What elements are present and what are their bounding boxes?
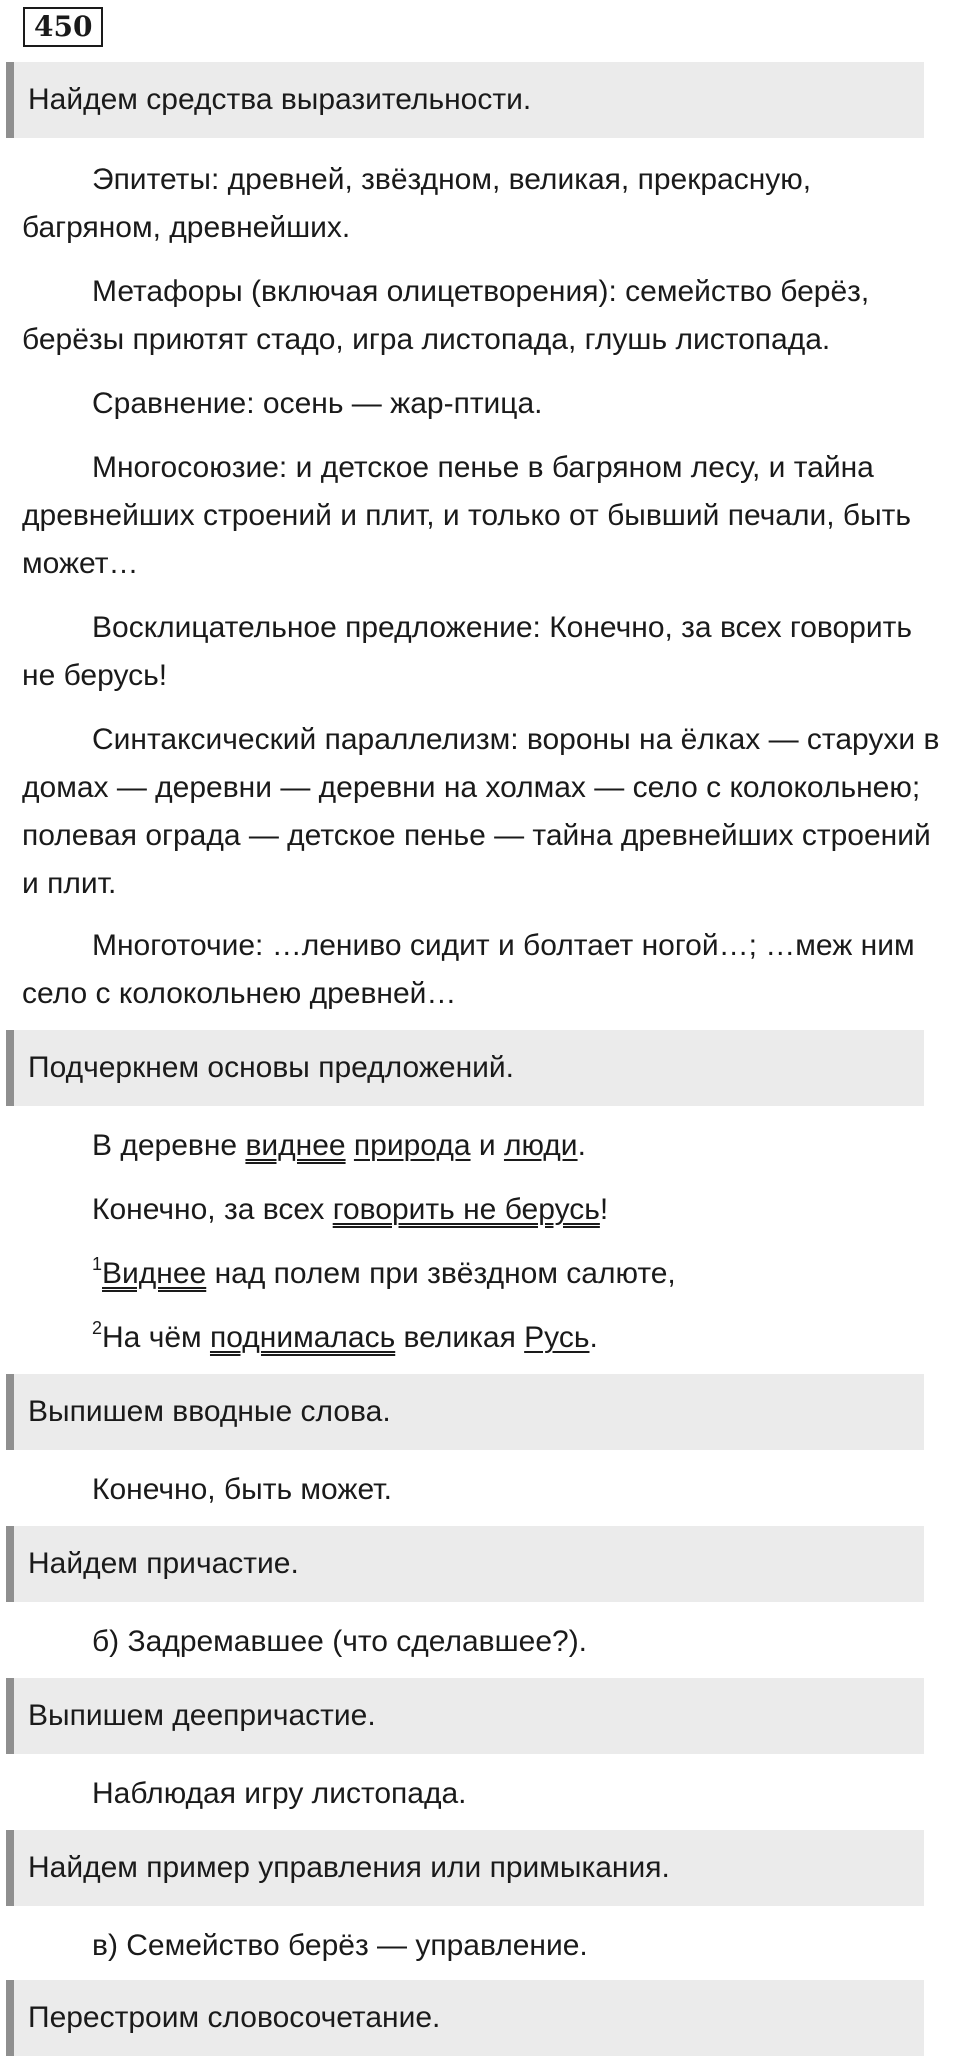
text-fragment: . xyxy=(577,1129,586,1162)
subject: люди xyxy=(503,1129,578,1162)
section-header-government: Найдем пример управления или примыкания. xyxy=(6,1830,924,1906)
subject: Русь xyxy=(524,1321,590,1354)
section-header-gerund: Выпишем деепричастие. xyxy=(6,1678,924,1754)
text-fragment: . xyxy=(589,1321,598,1354)
text-fragment: Конечно, за всех xyxy=(92,1193,333,1226)
participle-answer: б) Задремавшее (что сделавшее?). xyxy=(92,1625,588,1658)
predicate: поднималась xyxy=(209,1321,396,1354)
subject: природа xyxy=(353,1129,471,1162)
section-header-expressive-means: Найдем средства выразительности. xyxy=(6,62,924,138)
ellipsis-paragraph: Многоточие: …лениво сидит и болтает ногой…; …меж ним село с колокольнею древней… xyxy=(22,929,915,1010)
section-header-rebuild-phrase: Перестроим словосочетание. xyxy=(6,1980,924,2056)
task-number: 450 xyxy=(23,7,103,47)
section-header-introductory-words: Выпишем вводные слова. xyxy=(6,1374,924,1450)
comparison-paragraph: Сравнение: осень — жар-птица. xyxy=(92,387,543,420)
basis-line-2 xyxy=(22,1186,942,1234)
polysyndeton-paragraph: Многосоюзие: и детское пенье в багряном лесу, и тайна древнейших строений и плит, и только от бывший печали, быть может… xyxy=(22,451,912,580)
section-header-participle: Найдем причастие. xyxy=(6,1526,924,1602)
basis-line-1 xyxy=(22,1122,942,1170)
gerund-answer: Наблюдая игру листопада. xyxy=(92,1777,467,1810)
text-fragment: На чём xyxy=(102,1321,210,1354)
text-fragment: великая xyxy=(395,1321,525,1354)
line-number: 2 xyxy=(92,1318,103,1338)
government-answer: в) Семейство берёз — управление. xyxy=(92,1929,588,1962)
section-header-sentence-bases: Подчеркнем основы предложений. xyxy=(6,1030,924,1106)
text-fragment: ! xyxy=(599,1193,609,1226)
exclamatory-paragraph: Восклицательное предложение: Конечно, за всех говорить не берусь! xyxy=(22,611,912,692)
epithets-paragraph: Эпитеты: древней, звёздном, великая, прекрасную, багряном, древнейших. xyxy=(22,163,812,244)
text-fragment: и xyxy=(470,1129,504,1162)
predicate: Виднее xyxy=(102,1257,207,1290)
predicate: виднее xyxy=(245,1129,346,1162)
text-fragment: над полем при звёздном салюте, xyxy=(206,1257,676,1290)
introductory-words-answer: Конечно, быть может. xyxy=(92,1473,392,1506)
predicate: говорить не берусь xyxy=(332,1193,600,1226)
basis-line-3 xyxy=(22,1250,942,1298)
parallelism-paragraph: Синтаксический параллелизм: вороны на ёлках — старухи в домах — деревни — деревни на холмах — село с колокольнею; полевая ограда — детское пенье — тайна древнейших строений и плит. xyxy=(22,723,940,900)
text-fragment xyxy=(346,1129,354,1162)
metaphors-paragraph: Метафоры (включая олицетворения): семейство берёз, берёзы приютят стадо, игра листопада, глушь листопада. xyxy=(22,275,870,356)
basis-line-4 xyxy=(22,1314,942,1362)
line-number: 1 xyxy=(92,1254,103,1274)
text-fragment: В деревне xyxy=(92,1129,246,1162)
